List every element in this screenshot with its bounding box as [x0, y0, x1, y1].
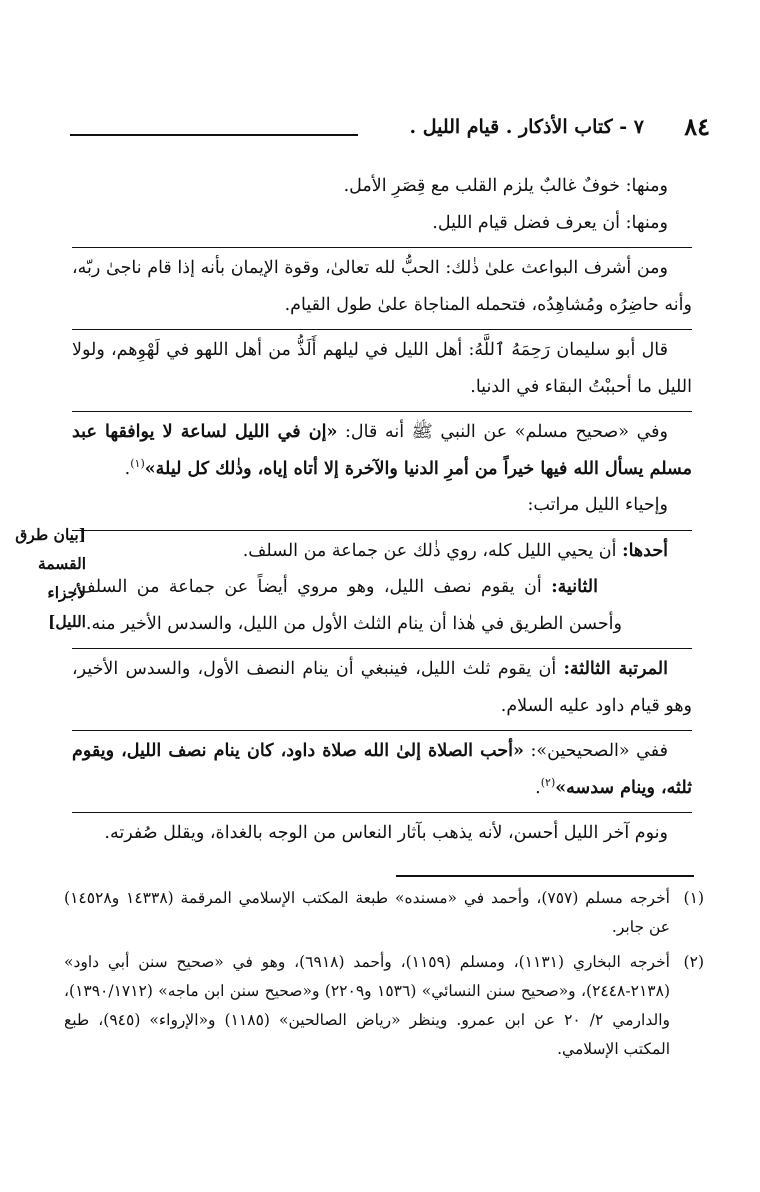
paragraph: ومنها: خوفٌ غالبٌ يلزم القلب مع قِصَرِ الأمل. [343, 176, 668, 196]
divider [72, 530, 692, 531]
divider [72, 411, 692, 412]
page-number: ٨٤ [684, 112, 710, 141]
rank-label: الثانية: [551, 577, 598, 597]
rank-text: أن يقوم ثلث الليل، فينبغي أن ينام النصف الأول، والسدس الأخير، وهو قيام داود عليه السلام. [72, 659, 692, 716]
divider [72, 730, 692, 731]
divider [72, 329, 692, 330]
main-text [72, 168, 692, 852]
rank-text: أن يقوم نصف الليل، وهو مروي أيضاً عن جماعة من السلف، وأحسن الطريق في هٰذا أن ينام الثلث الأول من الليل، والسدس الأخير منه. [72, 577, 622, 634]
divider [72, 648, 692, 649]
paragraph: قال أبو سليمان رَحِمَهُ ٱللَّهُ: أهل الليل في ليلهم أَلَذُّ من أهل اللهو في لَهْوِهم، ولولا الليل ما أحببْتُ البقاء في الدنيا. [72, 340, 692, 397]
divider [72, 812, 692, 813]
paragraph: ومنها: أن يعرف فضل قيام الليل. [432, 212, 668, 233]
footnote-rule [396, 875, 694, 877]
rank-1 [72, 533, 692, 570]
hadith-intro: ففي «الصحيحين»: [530, 741, 668, 761]
rank-label: المرتبة الثالثة: [563, 659, 668, 679]
paragraph-hadith-1: وفي «صحيح مسلم» عن النبي ﷺ أنه قال: «إن في الليل لساعة لا يوافقها عبد مسلم يسأل الله فيها خيراً من أمرِ الدنيا والآخرة إلا أتاه إياه، وذٰلك كل ليلة»$^{(١)}$. [72, 422, 692, 479]
rank-2 [72, 569, 692, 642]
footnote-number: (١) [683, 889, 704, 907]
running-title: ٧ - كتاب الأذكار . قيام الليل . [409, 116, 644, 138]
header-rule [70, 134, 358, 136]
margin-note: [بيان طرق القسمة لأجزاء الليل] [15, 525, 86, 631]
rank-label: أحدها: [622, 540, 668, 561]
divider [72, 247, 692, 248]
footnote-ref: (٢) [540, 775, 556, 789]
footnotes [64, 884, 704, 1070]
footnote-ref: (١) [130, 456, 145, 470]
rank-text: أن يحيي الليل كله، روي ذٰلك عن جماعة من السلف. [242, 540, 617, 561]
footnote-text: أخرجه البخاري (١١٣١)، ومسلم (١١٥٩)، وأحمد (٦٩١٨)، وهو في «صحيح سنن أبي داود» (٢١٣٨-٢٤٤٨)، و«صحيح سنن النسائي» (١٥٣٦ و٢٢٠٩) و«صحيح سنن ابن ماجه» (١٣٩٠/١٧١٢)، والدارمي ٢/ ٢٠ عن ابن عمرو. وينظر «رياض الصالحين» (١١٨٥) و«الإرواء» (٩٤٥)، طبع المكتب الإسلامي. [64, 953, 670, 1058]
footnote-text: أخرجه مسلم (٧٥٧)، وأحمد في «مسنده» طبعة المكتب الإسلامي المرقمة (١٤٣٣٨ و١٤٥٢٨) عن جابر. [64, 889, 670, 936]
footnote [64, 948, 704, 1064]
paragraph: ومن أشرف البواعث علىٰ ذٰلك: الحبُّ لله تعالىٰ، وقوة الإيمان بأنه إذا قام ناجىٰ ربّه، وأنه حاضِرُه ومُشاهِدُه، فتحمله المناجاة علىٰ طول القيام. [72, 258, 692, 315]
hadith-intro: وفي «صحيح مسلم» عن النبي ﷺ أنه قال: [345, 422, 668, 442]
footnote [64, 884, 704, 942]
footnote-number: (٢) [683, 953, 704, 971]
page-header [70, 112, 710, 148]
paragraph: وإحياء الليل مراتب: [527, 495, 668, 515]
paragraph-hadith-2: ففي «الصحيحين»: «أحب الصلاة إلىٰ الله صلاة داود، كان ينام نصف الليل، ويقوم ثلثه، وينام سدسه»$^{(٢)}$. [72, 741, 692, 798]
paragraph: ونوم آخر الليل أحسن، لأنه يذهب بآثار النعاس من الوجه بالغداة، ويقلل صُفرته. [104, 823, 668, 843]
hadith-text: «إن في الليل لساعة لا يوافقها عبد مسلم يسأل الله فيها خيراً من أمرِ الدنيا والآخرة إلا أتاه إياه، وذٰلك كل ليلة» [72, 422, 692, 479]
hadith-text: «أحب الصلاة إلىٰ الله صلاة داود، كان ينام نصف الليل، ويقوم ثلثه، وينام سدسه» [72, 741, 692, 798]
rank-3 [72, 651, 692, 724]
